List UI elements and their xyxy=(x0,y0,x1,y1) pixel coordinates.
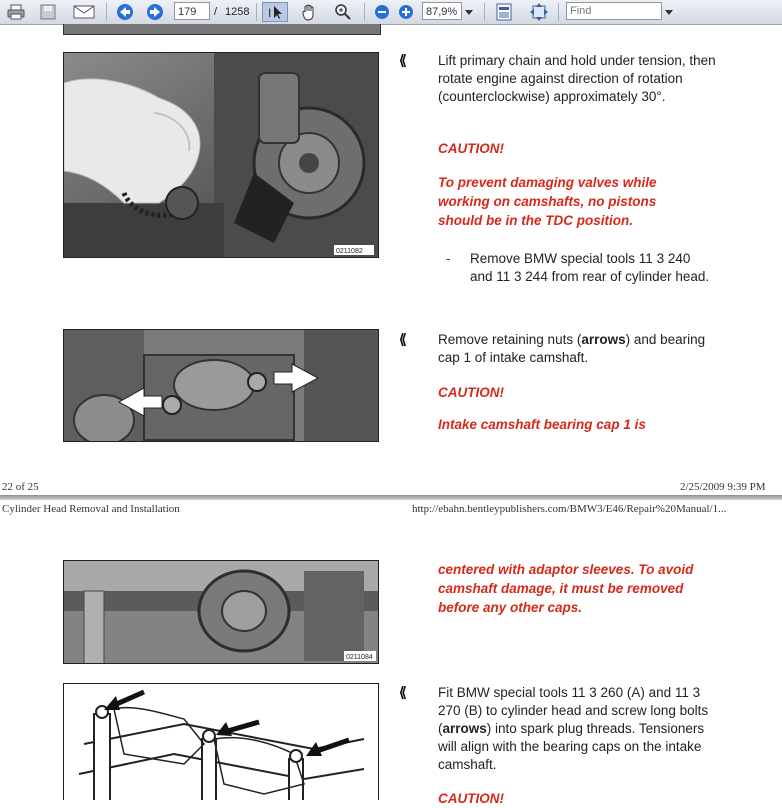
step-arrow-icon: ⟪ xyxy=(399,684,407,700)
caution-title-2: CAUTION! xyxy=(438,385,504,400)
hand-tool-icon[interactable] xyxy=(298,2,320,22)
find-input[interactable] xyxy=(566,2,662,20)
figure-chain-tension-photo xyxy=(63,52,379,258)
substep-remove-tools: Remove BMW special tools 11 3 240 and 11 3 244 from rear of cylinder head. xyxy=(470,251,710,284)
email-icon[interactable] xyxy=(72,2,96,22)
zoom-dropdown-chevron-icon[interactable] xyxy=(463,2,475,22)
caution-title-3: CAUTION! xyxy=(438,791,504,806)
zoom-tool-icon[interactable] xyxy=(332,2,354,22)
zoom-in-icon[interactable] xyxy=(397,2,415,22)
page-number-input[interactable]: 179 xyxy=(174,2,210,20)
caution-text-continued: centered with adaptor sleeves. To avoid camshaft damage, it must be removed before any other caps. xyxy=(438,562,694,615)
fullscreen-icon[interactable] xyxy=(528,2,550,22)
figure-bearing-cap-photo xyxy=(63,329,379,442)
print-icon[interactable] xyxy=(6,2,26,22)
page-separator: / xyxy=(214,6,218,18)
step-remove-nuts: Remove retaining nuts (arrows) and bearing cap 1 of intake camshaft. xyxy=(438,332,706,365)
forward-icon[interactable] xyxy=(144,2,166,22)
zoom-level-input[interactable]: 87,9% xyxy=(422,2,462,20)
figure-special-tools-drawing xyxy=(63,683,379,800)
svg-text:I: I xyxy=(268,6,272,20)
find-dropdown-chevron-icon[interactable] xyxy=(662,2,676,22)
page-break-divider xyxy=(0,495,782,500)
page-total: 1258 xyxy=(225,6,250,18)
page-header-title: Cylinder Head Removal and Installation xyxy=(2,503,180,515)
caution-title-1: CAUTION! xyxy=(438,141,504,156)
fit-page-icon[interactable] xyxy=(492,2,516,22)
figure-code-3: 0211084 xyxy=(346,654,373,661)
caution-text-2: Intake camshaft bearing cap 1 is xyxy=(438,417,646,432)
step-arrow-icon: ⟪ xyxy=(399,331,407,347)
figure-code-1: 0211082 xyxy=(336,248,363,255)
step-arrow-icon: ⟪ xyxy=(399,52,407,68)
page-footer-count: 22 of 25 xyxy=(2,481,39,493)
save-icon[interactable] xyxy=(38,2,58,22)
select-tool-icon[interactable] xyxy=(262,2,288,22)
step-fit-tools: Fit BMW special tools 11 3 260 (A) and 11 3 270 (B) to cylinder head and screw long bolts (arrows) into spark plug threads. Tensioners will align with the bearing caps on the intake camshaft. xyxy=(438,685,709,772)
caution-text-1: To prevent damaging valves while working on camshafts, no pistons should be in the TDC position. xyxy=(438,175,657,228)
previous-figure-edge xyxy=(63,24,381,35)
back-icon[interactable] xyxy=(114,2,136,22)
substep-dash: - xyxy=(446,251,451,266)
figure-camshaft-photo xyxy=(63,560,379,664)
step-lift-chain: Lift primary chain and hold under tension, then rotate engine against direction of rotation (counterclockwise) approximately 30°. xyxy=(438,53,716,104)
page-header-url: http://ebahn.bentleypublishers.com/BMW3/E46/Repair%20Manual/1... xyxy=(412,503,727,515)
zoom-out-icon[interactable] xyxy=(373,2,391,22)
page-footer-date: 2/25/2009 9:39 PM xyxy=(680,481,766,493)
pdf-toolbar xyxy=(0,0,782,25)
